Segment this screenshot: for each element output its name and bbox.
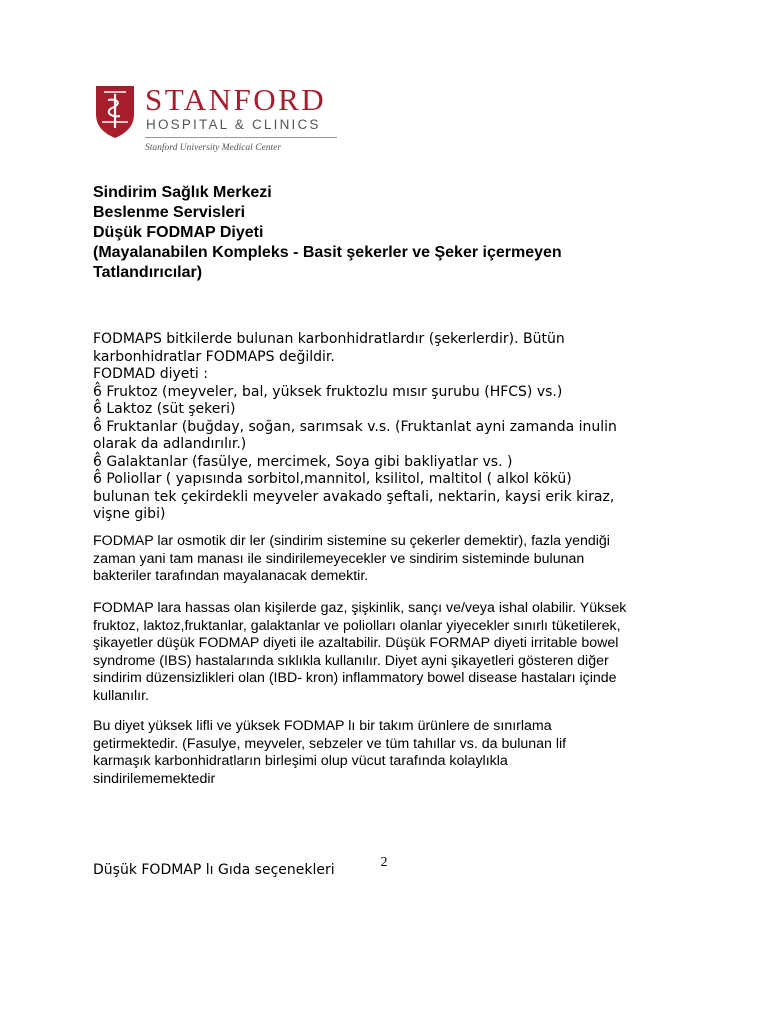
paragraph-symptoms bbox=[93, 600, 713, 705]
list-item-polyols-cont: bulunan tek çekirdekli meyveler avakado şeftali, nektarin, kaysi erik kiraz, bbox=[93, 488, 615, 505]
paragraph-line: Bu diyet yüksek lifli ve yüksek FODMAP lı bir takım ürünlere de sınırlama bbox=[93, 718, 552, 734]
logo-divider bbox=[145, 137, 337, 138]
document-headings bbox=[93, 183, 713, 283]
logo-subtitle: HOSPITAL & CLINICS bbox=[146, 117, 321, 132]
heading-department: Sindirim Sağlık Merkezi bbox=[93, 184, 272, 201]
heading-subtitle-line-1: (Mayalanabilen Kompleks - Basit şekerler ve Şeker içermeyen bbox=[93, 244, 562, 261]
paragraph-line: sindirim düzensizlikleri olan (IBD- kron) inflammatory bowel disease hastaları içinde bbox=[93, 670, 617, 686]
intro-line: karbonhidratlar FODMAPS değildir. bbox=[93, 348, 335, 365]
paragraph-line: karmaşık karbonhidratların birleşimi olup vücut tarafında kolaylıkla bbox=[93, 753, 508, 769]
paragraph-line: getirmektedir. (Fasulye, meyveler, sebzeler ve tüm tahıllar vs. da bulunan lif bbox=[93, 735, 567, 752]
heading-diet-title: Düşük FODMAP Diyeti bbox=[93, 224, 264, 241]
list-item-polyols-cont: vişne gibi) bbox=[93, 506, 166, 522]
list-item-polyols: 6̂ Poliollar ( yapısında sorbitol,mannitol, ksilitol, maltitol ( alkol kökü) bbox=[93, 471, 572, 487]
intro-line: FODMAD diyeti : bbox=[93, 366, 208, 382]
paragraph-line: sindirilememektedir bbox=[93, 770, 216, 787]
list-item-fructans: 6̂ Fruktanlar (buğday, soğan, sarımsak v.s. (Fruktanlat ayni zamanda inulin bbox=[93, 418, 617, 435]
paragraph-line: syndrome (IBS) hastalarında sıklıkla kullanılır. Diyet ayni şikayetleri gösteren diğer bbox=[93, 652, 609, 669]
list-item-fructans-cont: olarak da adlandırılır.) bbox=[93, 436, 247, 452]
paragraph-line: şikayetler düşük FODMAP diyeti ile azaltabilir. Düşük FORMAP diyeti irritable bowel bbox=[93, 635, 619, 651]
paragraph-line: kullanılır. bbox=[93, 687, 149, 704]
paragraph-osmotic bbox=[93, 533, 713, 586]
logo-tagline: Stanford University Medical Center bbox=[145, 143, 282, 153]
section-title-food-options: Düşük FODMAP lı Gıda seçenekleri bbox=[93, 862, 335, 878]
paragraph-line: zaman yani tam manası ile sindirilemeyecekler ve sindirim sisteminde bulunan bbox=[93, 550, 585, 567]
list-item-fructose: 6̂ Fruktoz (meyveler, bal, yüksek fruktozlu mısır şurubu (HFCS) vs.) bbox=[93, 383, 563, 400]
paragraph-line: fruktoz, laktoz,fruktanlar, galaktanlar ve polioll​arı olanlar yiyecekler sınırlı tüketilerek, bbox=[93, 617, 621, 634]
list-item-galactans: 6̂ Galaktanlar (fasülye, mercimek, Soya gibi bakliyatlar vs. ) bbox=[93, 453, 513, 470]
shield-logo-icon bbox=[92, 84, 138, 140]
intro-section bbox=[93, 331, 713, 524]
page-number: 2 bbox=[380, 855, 388, 870]
logo-name: STANFORD bbox=[145, 82, 327, 117]
intro-line: FODMAPS bitkilerde bulunan karbonhidratlardır (şekerlerdir). Bütün bbox=[93, 331, 565, 347]
stanford-logo bbox=[92, 78, 342, 164]
heading-service: Beslenme Servisleri bbox=[93, 204, 246, 221]
list-item-lactose: 6̂ Laktoz (süt şekeri) bbox=[93, 401, 236, 417]
paragraph-fiber bbox=[93, 718, 713, 788]
paragraph-line: FODMAP lar osmotik dir ler (sindirim sistemine su çekerler demektir), fazla yendiği bbox=[93, 533, 610, 549]
paragraph-line: FODMAP lara hassas olan kişilerde gaz, şişkinlik, sançı ve/veya ishal olabilir. Yüksek bbox=[93, 600, 627, 616]
heading-subtitle-line-2: Tatlandırıcılar) bbox=[93, 264, 203, 281]
paragraph-line: bakteriler tarafından mayalanacak demektir. bbox=[93, 568, 369, 584]
